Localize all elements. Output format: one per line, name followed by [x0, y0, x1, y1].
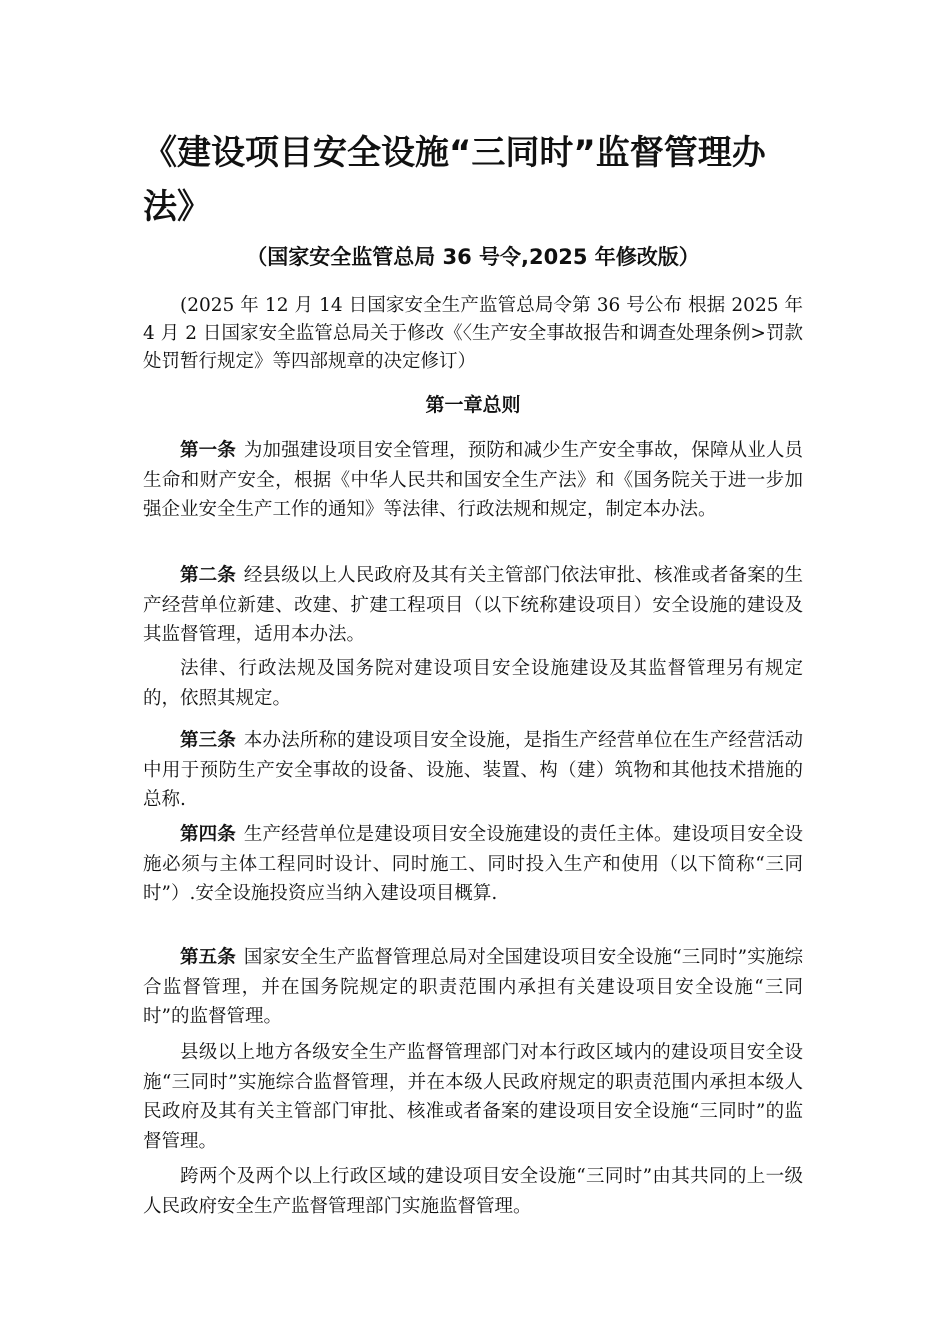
article-text: 经县级以上人民政府及其有关主管部门依法审批、核准或者备案的生产经营单位新建、改建、扩建工程项目（以下统称建设项目）安全设施的建设及其监督管理，适用本办法。 [143, 565, 803, 645]
document-title: 《建设项目安全设施“三同时”监督管理办法》 [143, 133, 766, 227]
article-number: 第四条 [180, 824, 236, 845]
article-paragraph [143, 726, 803, 815]
article-paragraph [143, 1162, 803, 1221]
article-paragraph [143, 1038, 803, 1156]
article-paragraph [143, 820, 803, 909]
document-subtitle: （国家安全监管总局 36 号令,2025 年修改版） [246, 245, 700, 269]
chapter-heading: 第一章总则 [425, 394, 521, 416]
article-number: 第五条 [180, 947, 236, 968]
article-text: 法律、行政法规及国务院对建设项目安全设施建设及其监督管理另有规定的，依照其规定。 [143, 658, 803, 709]
article-number: 第一条 [180, 440, 236, 461]
article-number: 第二条 [180, 565, 236, 586]
article-number: 第三条 [180, 730, 236, 751]
article-text: 本办法所称的建设项目安全设施，是指生产经营单位在生产经营活动中用于预防生产安全事故的设备、设施、装置、构（建）筑物和其他技术措施的总称. [143, 730, 803, 810]
article-paragraph [143, 654, 803, 713]
revision-note: (2025 年 12 月 14 日国家安全生产监管总局令第 36 号公布 根据 2025 年 4 月 2 日国家安全监管总局关于修改《〈生产安全事故报告和调查处理条例>罚款处罚暂行规定》等四部规章的决定修订） [143, 295, 803, 372]
article-text: 为加强建设项目安全管理，预防和减少生产安全事故，保障从业人员生命和财产安全，根据《中华人民共和国安全生产法》和《国务院关于进一步加强企业安全生产工作的通知》等法律、行政法规和规定，制定本办法。 [143, 440, 803, 520]
article-paragraph [143, 561, 803, 650]
article-text: 生产经营单位是建设项目安全设施建设的责任主体。建设项目安全设施必须与主体工程同时设计、同时施工、同时投入生产和使用（以下简称“三同时”）.安全设施投资应当纳入建设项目概算. [143, 824, 803, 904]
article-paragraph [143, 436, 803, 525]
article-paragraph [143, 943, 803, 1032]
article-text: 跨两个及两个以上行政区域的建设项目安全设施“三同时”由其共同的上一级人民政府安全生产监督管理部门实施监督管理。 [143, 1166, 803, 1217]
article-text: 县级以上地方各级安全生产监督管理部门对本行政区域内的建设项目安全设施“三同时”实施综合监督管理，并在本级人民政府规定的职责范围内承担本级人民政府及其有关主管部门审批、核准或者备案的建设项目安全设施“三同时”的监督管理。 [143, 1042, 803, 1152]
article-text: 国家安全生产监督管理总局对全国建设项目安全设施“三同时”实施综合监督管理，并在国务院规定的职责范围内承担有关建设项目安全设施“三同时”的监督管理。 [143, 947, 803, 1027]
